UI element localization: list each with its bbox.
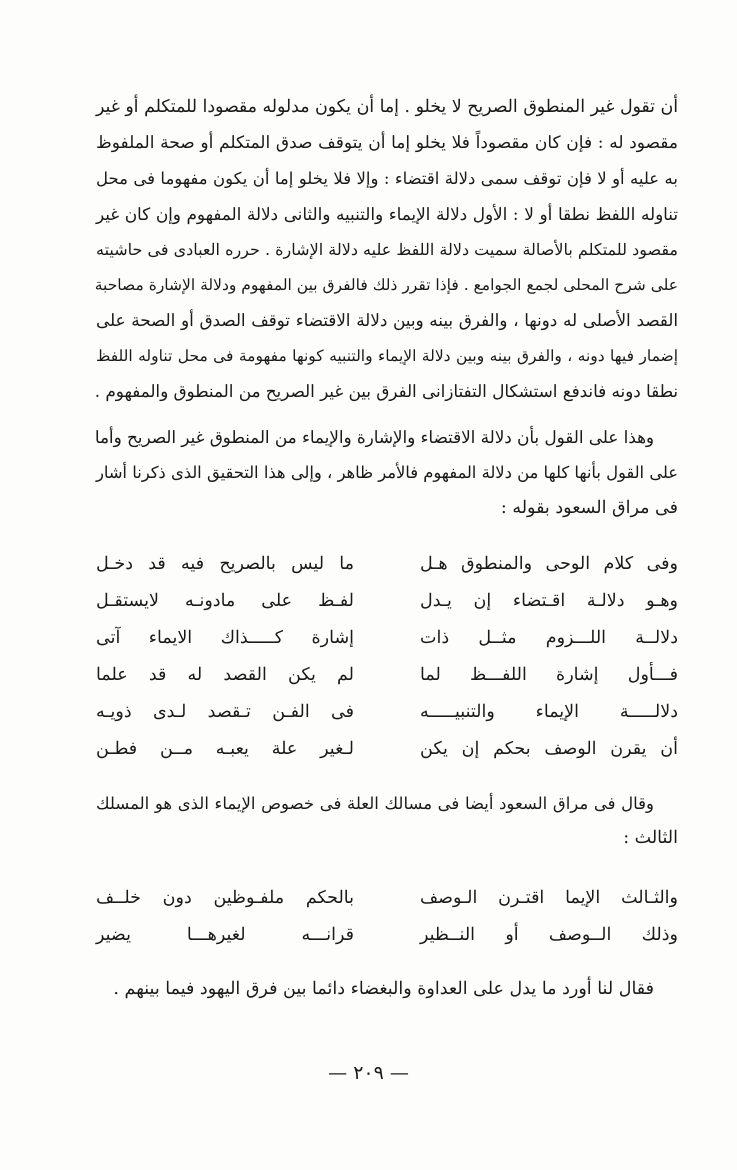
verse-second-hemistich: بالحكم ملفـوظين دون خلــف xyxy=(96,888,354,908)
page-number: — ٢٠٩ — xyxy=(328,1062,409,1084)
paragraph-4 xyxy=(96,972,678,1007)
paragraph-line: القصد الأصلى له دونها ، والفرق بينه وبين دلالة الاقتضاء توقف الصدق أو الصحة على xyxy=(96,310,678,330)
paragraph-line: وهذا على القول بأن دلالة الاقتضاء والإشارة والإيماء من المنطوق غير الصريح وأما xyxy=(94,426,654,447)
paragraph-line: وقال فى مراق السعود أيضا فى مسالك العلة فى خصوص الإيماء الذى هو المسلك xyxy=(96,794,654,813)
verse-first-hemistich: وذلك الــوصف أو النــظير xyxy=(420,925,678,945)
poem-verse xyxy=(96,546,678,583)
paragraph-1 xyxy=(96,90,678,410)
paragraph-line: أن تقول غير المنطوق الصريح لا يخلو . إما أن يكون مدلوله مقصودا للمتكلم أو غير xyxy=(96,97,678,117)
paragraph-3 xyxy=(96,786,678,856)
paragraph-line: مقصود للمتكلم بالأصالة سميت دلالة اللفظ عليه دلالة الإشارة . حرره العبادى فى حاشيته xyxy=(96,240,678,259)
paragraph-line: فى مراق السعود بقوله : xyxy=(500,497,678,518)
paragraph-line: فقال لنا أورد ما يدل على العداوة والبغضاء دائما بين فرق اليهود فيما بينهم . xyxy=(113,979,654,999)
poem-1 xyxy=(96,546,678,768)
paragraph-line: على شرح المحلى لجمع الجوامع . فإذا تقرر ذلك فالفرق بين المفهوم ودلالة الإشارة مصاحبة xyxy=(94,275,678,294)
poem-verse xyxy=(96,880,678,917)
verse-second-hemistich: قرانـــه لغيرهـــا يضير xyxy=(96,925,354,945)
paragraph-line: به عليه أو لا فإن توقف سمى دلالة اقتضاء : وإلا فلا يخلو إما أن يكون مفهوما فى محل xyxy=(96,169,678,188)
poem-verse xyxy=(96,731,678,768)
verse-second-hemistich: إشارة كـــــذاك الايماء آتى xyxy=(96,628,354,648)
verse-second-hemistich: فى الفـن تـقصد لـدى ذويـه xyxy=(96,702,354,722)
paragraph-line: مقصود له : فإن كان مقصوداً فلا يخلو إما أن يتوقف صدق المتكلم أو صحة الملفوظ xyxy=(96,132,678,153)
verse-first-hemistich: فـــأول إشارة اللفـــظ لما xyxy=(420,665,678,685)
paragraph-line: إضمار فيها دونه ، والفرق بينه وبين دلالة الإيماء والتنبيه كونها مفهومة فى محل تناوله اللفظ xyxy=(96,346,678,365)
paragraph-2 xyxy=(96,420,678,527)
verse-first-hemistich: دلالـــــة الإيماء والتنبيـــــه xyxy=(420,702,678,722)
verse-second-hemistich: لم يكن القصد له قد علما xyxy=(96,665,354,685)
paragraph-line: الثالث : xyxy=(623,828,678,848)
poem-verse xyxy=(96,917,678,954)
poem-verse xyxy=(96,694,678,731)
poem-verse xyxy=(96,657,678,694)
verse-second-hemistich: لـغير علة يعبـه مــن فطـن xyxy=(96,739,354,759)
verse-first-hemistich: دلالــة اللـــزوم مثــل ذات xyxy=(420,628,678,648)
poem-verse xyxy=(96,583,678,620)
verse-second-hemistich: ما ليس بالصريح فيه قد دخـل xyxy=(96,554,354,574)
poem-2 xyxy=(96,880,678,954)
verse-second-hemistich: لفـظ على مادونـه لايستقـل xyxy=(96,591,354,611)
verse-first-hemistich: وهـو دلالـة اقـتضاء إن يـدل xyxy=(420,591,678,611)
verse-first-hemistich: وفى كلام الوحى والمنطوق هـل xyxy=(420,554,678,574)
poem-verse xyxy=(96,620,678,657)
verse-first-hemistich: أن يقرن الوصف بحكم إن يكن xyxy=(420,739,678,759)
verse-first-hemistich: والثـالث الإيما اقتـرن الـوصف xyxy=(420,888,678,908)
paragraph-line: تناوله اللفظ نطقا أو لا : الأول دلالة الإيماء والتنبيه والثانى دلالة المفهوم وإن كان غير xyxy=(96,203,678,224)
paragraph-line: نطقا دونه فاندفع استشكال التفتازانى الفرق بين غير الصريح من المنطوق والمفهوم . xyxy=(94,381,678,401)
paragraph-line: على القول بأنها كلها من دلالة المفهوم فالأمر ظاهر ، وإلى هذا التحقيق الذى ذكرنا أشار xyxy=(96,463,678,482)
page-body xyxy=(96,90,678,1007)
